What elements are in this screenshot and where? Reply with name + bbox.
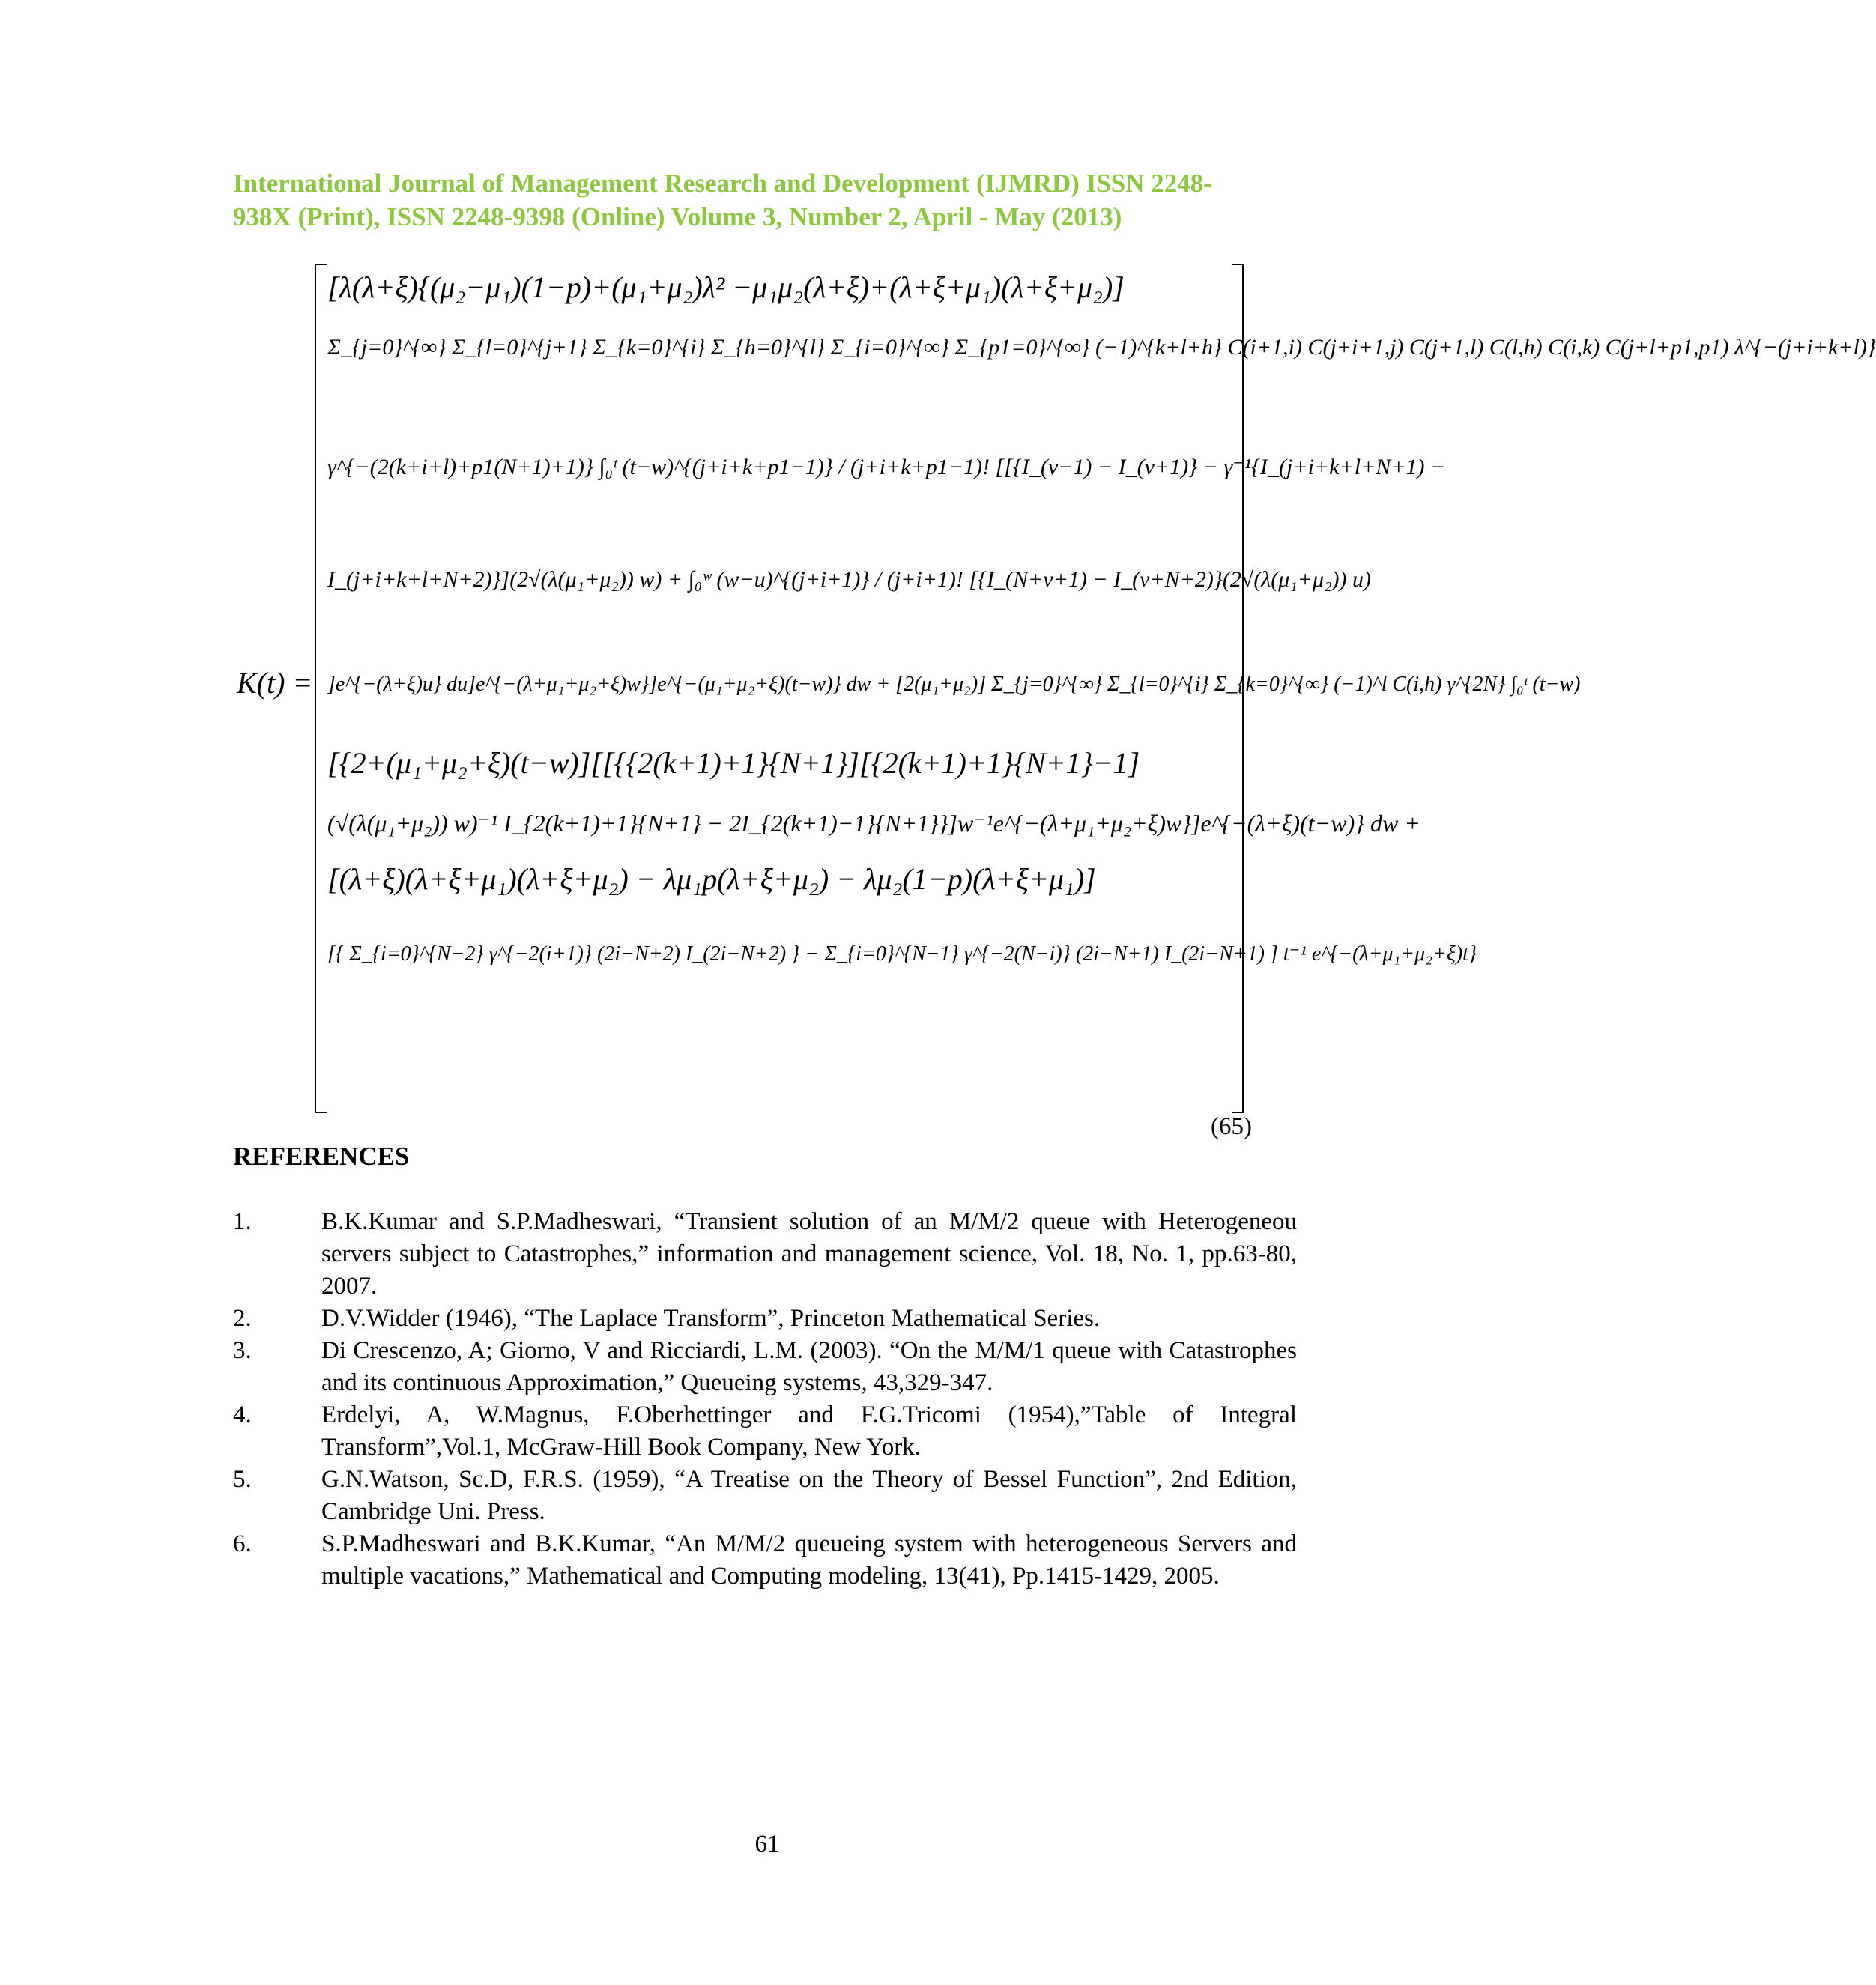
- reference-number: 4.: [233, 1401, 252, 1428]
- equation-line-3: γ^{−(2(k+i+l)+p1(N+1)+1)} ∫₀ᵗ (t−w)^{(j+i+k+p1−1)} / (j+i+k+p1−1)! [[{I_(v−1) − I_(v+1)} − γ⁻¹{I_(j+i+k+l+N+1) −: [327, 455, 1446, 479]
- reference-text: Di Crescenzo, A; Giorno, V and Ricciardi, L.M. (2003). “On the M/M/1 queue with Catastrophes and its continuous Approximation,” Queueing systems, 43,329-347.: [321, 1337, 1297, 1396]
- reference-item: [233, 1303, 1297, 1335]
- references-heading: REFERENCES: [233, 1142, 410, 1171]
- reference-item: [233, 1528, 1297, 1592]
- reference-text: S.P.Madheswari and B.K.Kumar, “An M/M/2 queueing system with heterogeneous Servers and multiple vacations,” Mathematical and Computing modeling, 13(41), Pp.1415-1429, 2005.: [321, 1530, 1297, 1589]
- equation-lhs: K(t) =: [237, 666, 313, 700]
- equation-line-5: ]e^{−(λ+ξ)u} du]e^{−(λ+μ₁+μ₂+ξ)w}]e^{−(μ₁+μ₂+ξ)(t−w)} dw + [2(μ₁+μ₂)] Σ_{j=0}^{∞} Σ_{l=0}^{i} Σ_{k=0}^{∞} (−1)^l C(i,h) γ^{2N} ∫₀ᵗ (t−w): [327, 673, 1581, 696]
- reference-item: [233, 1464, 1297, 1528]
- equation-line-8: [(λ+ξ)(λ+ξ+μ₁)(λ+ξ+μ₂) − λμ₁p(λ+ξ+μ₂) − λμ₂(1−p)(λ+ξ+μ₁)]: [327, 862, 1096, 896]
- equation-line-4: I_(j+i+k+l+N+2)}](2√(λ(μ₁+μ₂)) w) + ∫₀ʷ (w−u)^{(j+i+1)} / (j+i+1)! [{I_(N+v+1) − I_(v+N+2)}(2√(λ(μ₁+μ₂)) u): [327, 567, 1371, 592]
- reference-text: Erdelyi, A, W.Magnus, F.Oberhettinger and F.G.Tricomi (1954),”Table of Integral Transform”,Vol.1, McGraw-Hill Book Company, New York.: [321, 1401, 1297, 1461]
- reference-number: 5.: [233, 1466, 252, 1493]
- reference-text: G.N.Watson, Sc.D, F.R.S. (1959), “A Treatise on the Theory of Bessel Function”, 2nd Edition, Cambridge Uni. Press.: [321, 1466, 1297, 1525]
- journal-header: [233, 166, 1297, 234]
- equation-line-1: [λ(λ+ξ){(μ₂−μ₁)(1−p)+(μ₁+μ₂)λ² −μ₁μ₂(λ+ξ)+(λ+ξ+μ₁)(λ+ξ+μ₂)]: [327, 270, 1125, 304]
- matrix-left-bracket: [315, 264, 327, 1113]
- reference-number: 6.: [233, 1530, 252, 1557]
- reference-item: [233, 1399, 1297, 1464]
- equation-line-9: [{ Σ_{i=0}^{N−2} γ^{−2(i+1)} (2i−N+2) I_(2i−N+2) } − Σ_{i=0}^{N−1} γ^{−2(N−i)} (2i−N+1) I_(2i−N+1) ] t⁻¹ e^{−(λ+μ₁+μ₂+ξ)t}: [327, 942, 1477, 966]
- equation-line-6: [{2+(μ₁+μ₂+ξ)(t−w)][[{{2(k+1)+1}{N+1}][{2(k+1)+1}{N+1}−1]: [327, 746, 1140, 780]
- journal-header-line-1: International Journal of Management Research and Development (IJMRD) ISSN 2248-: [233, 169, 1212, 198]
- equation-number: (65): [1211, 1113, 1252, 1140]
- page-number: 61: [754, 1831, 780, 1858]
- equation-line-7: (√(λ(μ₁+μ₂)) w)⁻¹ I_{2(k+1)+1}{N+1} − 2I_{2(k+1)−1}{N+1}}]w⁻¹e^{−(λ+μ₁+μ₂+ξ)w}]e^{−(λ+ξ)(t−w)} dw +: [327, 810, 1420, 837]
- reference-number: 1.: [233, 1208, 252, 1235]
- reference-text: B.K.Kumar and S.P.Madheswari, “Transient solution of an M/M/2 queue with Heterogeneou servers subject to Catastrophes,” information and management science, Vol. 18, No. 1, pp.63-80, 2007.: [321, 1208, 1297, 1300]
- reference-number: 2.: [233, 1305, 252, 1332]
- journal-header-line-2: 938X (Print), ISSN 2248-9398 (Online) Volume 3, Number 2, April - May (2013): [233, 202, 1122, 231]
- references-list: [233, 1206, 1297, 1592]
- reference-text: D.V.Widder (1946), “The Laplace Transform”, Princeton Mathematical Series.: [321, 1305, 1101, 1332]
- reference-number: 3.: [233, 1337, 252, 1364]
- reference-item: [233, 1206, 1297, 1303]
- equation-line-2: Σ_{j=0}^{∞} Σ_{l=0}^{j+1} Σ_{k=0}^{i} Σ_{h=0}^{l} Σ_{i=0}^{∞} Σ_{p1=0}^{∞} (−1)^{k+l+h} C(i+1,i) C(j+i+1,j) C(j+1,l) C(l,h) C(i,k) C(j+l+p1,p1) λ^{−(j+i+k+l)}: [327, 335, 1876, 360]
- reference-item: [233, 1335, 1297, 1399]
